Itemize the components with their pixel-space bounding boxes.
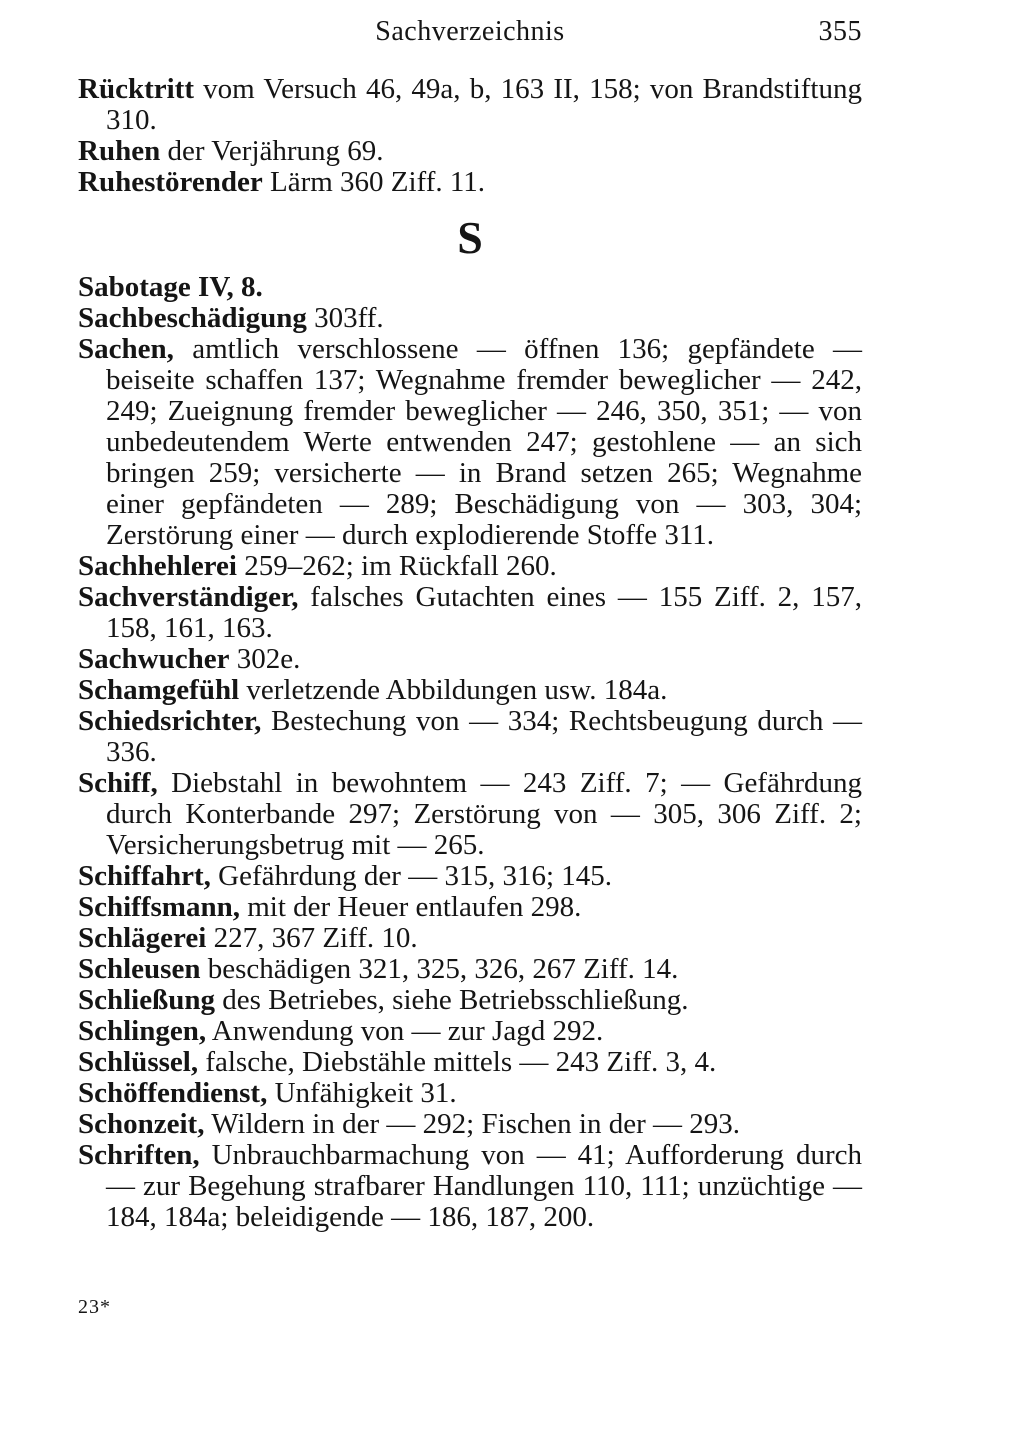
entry-references: vom Versuch 46, 49a, b, 163 II, 158; von Brandstiftung 310. — [106, 73, 862, 136]
index-entry — [78, 1140, 862, 1233]
index-entry — [78, 644, 862, 675]
index-entries — [78, 74, 862, 1233]
index-entry — [78, 1109, 862, 1140]
entry-keyword: Schlüssel, — [78, 1046, 199, 1078]
index-entry — [78, 706, 862, 768]
index-entry — [78, 923, 862, 954]
entry-keyword: Sachbeschädigung — [78, 302, 307, 334]
entry-references: Unbrauchbarmachung von — 41; Aufforderung durch — zur Begehung strafbarer Handlungen 110, 111; unzüchtige — 184, 184a; beleidigende — 186, 187, 200. — [106, 1139, 862, 1233]
entry-keyword: Schriften, — [78, 1139, 200, 1171]
entry-references: Wildern in der — 292; Fischen in der — 293. — [204, 1108, 740, 1140]
page-number: 355 — [818, 16, 862, 47]
entry-references: der Verjährung 69. — [160, 135, 384, 167]
entry-references: Gefährdung der — 315, 316; 145. — [210, 860, 613, 892]
entry-keyword: Schiedsrichter, — [78, 705, 262, 737]
index-entry — [78, 74, 862, 136]
index-entry — [78, 167, 862, 198]
entry-references: Lärm 360 Ziff. 11. — [262, 166, 486, 198]
index-entry — [78, 136, 862, 167]
entry-references: Diebstahl in bewohntem — 243 Ziff. 7; — Gefährdung durch Konterbande 297; Zerstörung von — 305, 306 Ziff. 2; Versicherungsbetrug mit — 265. — [106, 767, 862, 861]
entry-keyword: Sachverständiger, — [78, 581, 299, 613]
entry-references: Anwendung von — zur Jagd 292. — [206, 1015, 604, 1047]
entry-references: amtlich verschlossene — öffnen 136; gepfändete — beiseite schaffen 137; Wegnahme fremder beweglicher — 242, 249; Zueignung fremder beweglicher — 246, 350, 351; — von unbedeutendem Werte entwenden 247; gestohlene — an sich bringen 259; versicherte — in Brand setzen 265; Wegnahme einer gepfändeten — 289; Beschädigung von — 303, 304; Zerstörung einer — durch explodierende Stoffe 311. — [106, 333, 862, 551]
entry-references: 303ff. — [306, 302, 384, 334]
entry-keyword: Sachhehlerei — [78, 550, 237, 582]
entry-keyword: Schlingen, — [78, 1015, 207, 1047]
entry-keyword: Schiffahrt, — [78, 860, 211, 892]
index-entry — [78, 768, 862, 861]
entry-references: 302e. — [229, 643, 301, 675]
entry-keyword: Schamgefühl — [78, 674, 240, 706]
entry-keyword: Sachen, — [78, 333, 174, 365]
index-entry — [78, 1078, 862, 1109]
index-entry — [78, 892, 862, 923]
entry-keyword: Schließung — [78, 984, 215, 1016]
index-entry — [78, 551, 862, 582]
entry-references: 259–262; im Rückfall 260. — [236, 550, 557, 582]
index-entry — [78, 675, 862, 706]
index-entry — [78, 303, 862, 334]
entry-keyword: Schonzeit, — [78, 1108, 205, 1140]
entry-keyword: Ruhestörender — [78, 166, 263, 198]
running-title: Sachverzeichnis — [375, 16, 565, 47]
entry-keyword: Sachwucher — [78, 643, 230, 675]
entry-references: mit der Heuer entlaufen 298. — [239, 891, 582, 923]
entry-keyword: Ruhen — [78, 135, 161, 167]
entry-references: beschädigen 321, 325, 326, 267 Ziff. 14. — [200, 953, 679, 985]
entry-keyword: Schöffendienst, — [78, 1077, 268, 1109]
entry-keyword: Rücktritt — [78, 73, 194, 105]
index-entry — [78, 954, 862, 985]
entry-references: 227, 367 Ziff. 10. — [206, 922, 418, 954]
entry-keyword: Schiffsmann, — [78, 891, 240, 923]
index-entry — [78, 272, 862, 303]
entry-references: Bestechung von — 334; Rechtsbeugung durch — 336. — [106, 705, 862, 768]
section-letter: S — [457, 212, 483, 263]
entry-references: des Betriebes, siehe Betriebsschließung. — [215, 984, 689, 1016]
entry-references: Unfähigkeit 31. — [267, 1077, 457, 1109]
running-header — [78, 16, 862, 56]
index-entry — [78, 985, 862, 1016]
entry-references: falsches Gutachten eines — 155 Ziff. 2, 157, 158, 161, 163. — [106, 581, 862, 644]
index-entry — [78, 334, 862, 551]
entry-keyword: Schleusen — [78, 953, 201, 985]
entries-group-s — [78, 272, 862, 1233]
signature-mark: 23* — [78, 1296, 111, 1318]
entries-group-r — [78, 74, 862, 198]
index-entry — [78, 582, 862, 644]
index-entry — [78, 1047, 862, 1078]
entry-keyword: Sabotage IV, 8. — [78, 271, 263, 303]
index-entry — [78, 1016, 862, 1047]
index-entry — [78, 861, 862, 892]
entry-references: falsche, Diebstähle mittels — 243 Ziff. 3, 4. — [198, 1046, 717, 1078]
entry-references: verletzende Abbildungen usw. 184a. — [239, 674, 668, 706]
entry-keyword: Schiff, — [78, 767, 158, 799]
entry-keyword: Schlägerei — [78, 922, 207, 954]
